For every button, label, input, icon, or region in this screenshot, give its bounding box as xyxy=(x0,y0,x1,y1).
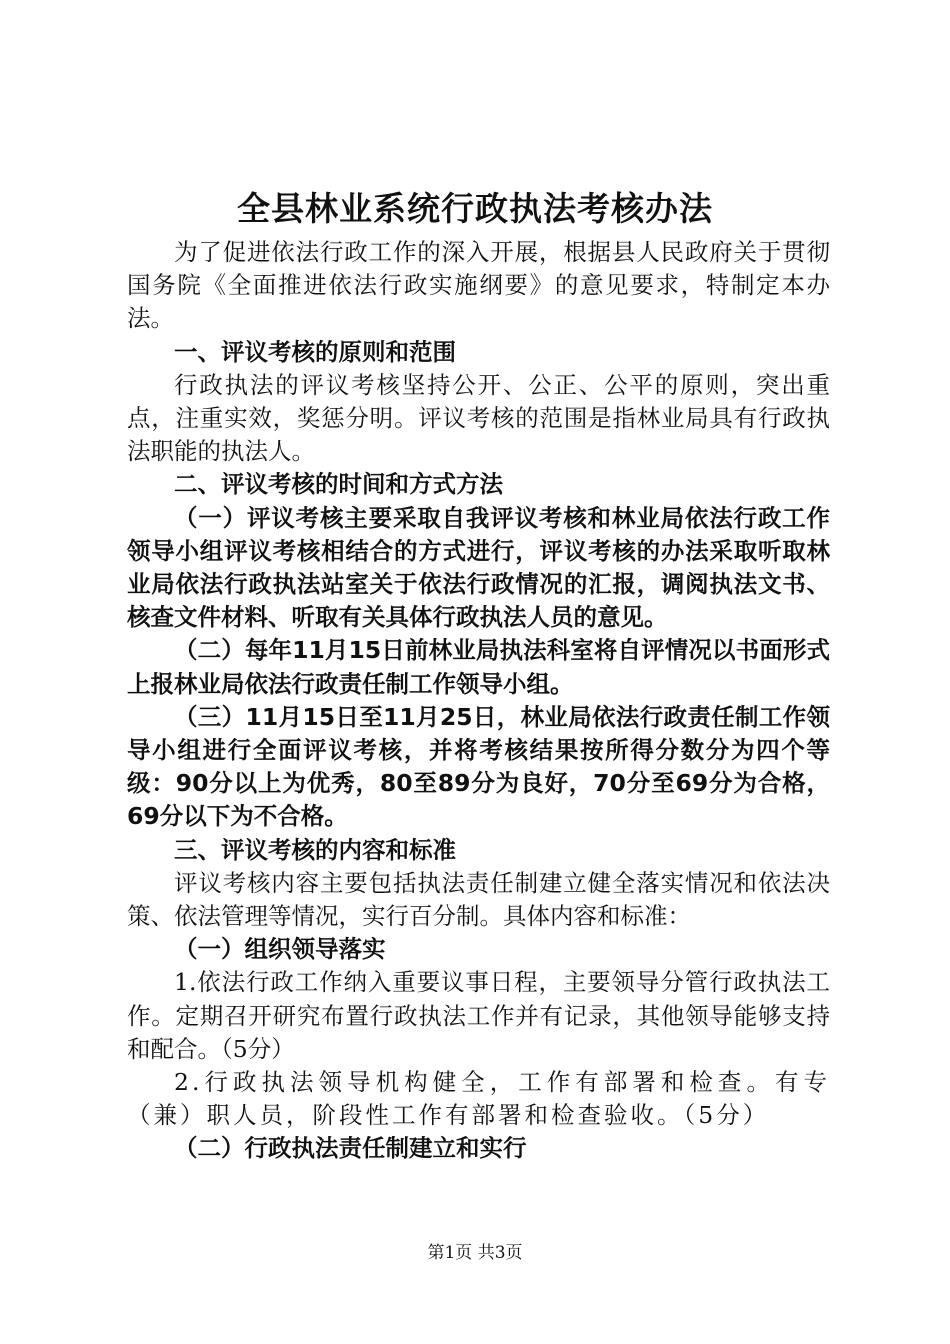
section-2-item-2: （二）每年11月15日前林业局执法科室将自评情况以书面形式上报林业局依法行政责任制工作领导小组。 xyxy=(127,636,830,698)
section-3-heading: 三、评议考核的内容和标准 xyxy=(174,835,456,864)
section-3-subheading-1: （一）组织领导落实 xyxy=(174,935,386,964)
section-1-heading: 一、评议考核的原则和范围 xyxy=(174,337,456,366)
intro-paragraph: 为了促进依法行政工作的深入开展，根据县人民政府关于贯彻国务院《全面推进依法行政实施纲要》的意见要求，特制定本办法。 xyxy=(127,238,830,333)
section-1-paragraph: 行政执法的评议考核坚持公开、公正、公平的原则，突出重点，注重实效，奖惩分明。评议考核的范围是指林业局具有行政执法职能的执法人。 xyxy=(127,370,830,466)
section-3-paragraph: 评议考核内容主要包括执法责任制建立健全落实情况和依法决策、依法管理等情况，实行百分制。具体内容和标准： xyxy=(127,868,830,931)
document-body xyxy=(127,236,830,1166)
document-title: 全县林业系统行政执法考核办法 xyxy=(237,189,713,228)
section-2-heading: 二、评议考核的时间和方式方法 xyxy=(174,470,503,499)
section-3-sub-1-item-2: 2.行政执法领导机构健全，工作有部署和检查。有专（兼）职人员，阶段性工作有部署和检查验收。（5分） xyxy=(127,1068,830,1130)
page-number-footer: 第1页 共3页 xyxy=(427,1243,523,1263)
section-2-item-3: （三）11月15日至11月25日，林业局依法行政责任制工作领导小组进行全面评议考核，并将考核结果按所得分数分为四个等级：90分以上为优秀，80至89分为良好，70分至69分为合格，69分以下为不合格。 xyxy=(127,702,830,831)
section-3-sub-1-item-1: 1.依法行政工作纳入重要议事日程，主要领导分管行政执法工作。定期召开研究布置行政执法工作并有记录，其他领导能够支持和配合。（5分） xyxy=(127,968,830,1063)
section-3-subheading-2: （二）行政执法责任制建立和实行 xyxy=(174,1134,527,1163)
section-2-item-1: （一）评议考核主要采取自我评议考核和林业局依法行政工作领导小组评议考核相结合的方式进行，评议考核的办法采取听取林业局依法行政执法站室关于依法行政情况的汇报，调阅执法文书、核查文件材料、听取有关具体行政执法人员的意见。 xyxy=(127,503,830,632)
